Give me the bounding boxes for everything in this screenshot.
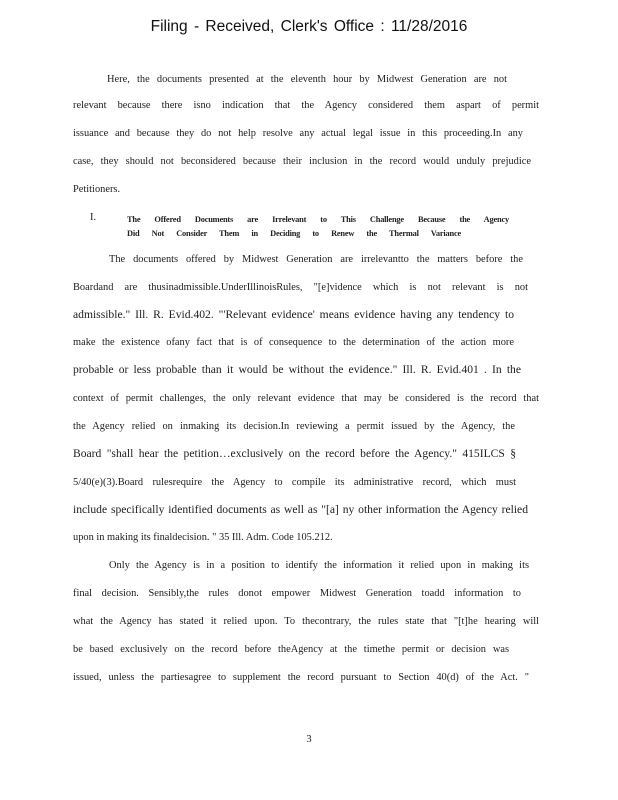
paragraph-1-line-5: Petitioners. (73, 184, 121, 195)
heading-line-2: Did Not Consider Them in Deciding to Renew the Thermal Variance (127, 229, 461, 238)
page-number: 3 (306, 734, 312, 745)
paragraph-3-line-5: issued, unless the partiesagree to supplement the record pursuant to Section 40(d) of the Act. " (73, 672, 529, 683)
paragraph-3-line-1: Only the Agency is in a position to identify the information it relied upon in making its (109, 560, 529, 571)
paragraph-2-line-3: admissible." Ill. R. Evid.402. "'Relevant evidence' means evidence having any tendency to (73, 308, 514, 321)
filing-header: Filing - Received, Clerk's Office : 11/28/2016 (150, 18, 468, 35)
paragraph-2-line-9: 5/40(e)(3).Board rulesrequire the Agency to compile its administrative record, which must (73, 477, 516, 488)
heading-line-1: The Offered Documents are Irrelevant to This Challenge Because the Agency (127, 215, 509, 224)
paragraph-3-line-3: what the Agency has stated it relied upon. To thecontrary, the rules state that "[t]he hearing will (73, 616, 539, 627)
paragraph-1-line-3: issuance and because they do not help resolve any actual legal issue in this proceeding.In any (73, 128, 523, 139)
paragraph-1-line-4: case, they should not beconsidered because their inclusion in the record would unduly prejudice (73, 156, 531, 167)
paragraph-2-line-5: probable or less probable than it would be without the evidence." Ill. R. Evid.401 . In the (73, 363, 521, 376)
paragraph-2-line-10: include specifically identified documents as well as "[a] ny other information the Agency relied (73, 503, 528, 516)
paragraph-2-line-1: The documents offered by Midwest Generation are irrelevantto the matters before the (109, 254, 523, 265)
paragraph-3-line-4: be based exclusively on the record before theAgency at the timethe permit or decision was (73, 644, 509, 655)
paragraph-2-line-2: Boardand are thusinadmissible.UnderIllinoisRules, "[e]vidence which is not relevant is not (73, 282, 528, 293)
paragraph-2-line-8: Board "shall hear the petition…exclusively on the record before the Agency." 415ILCS § (73, 447, 516, 460)
paragraph-2-line-4: make the existence ofany fact that is of consequence to the determination of the action more (73, 337, 514, 348)
paragraph-2-line-7: the Agency relied on inmaking its decision.In reviewing a permit issued by the Agency, the (73, 421, 515, 432)
paragraph-2-line-6: context of permit challenges, the only relevant evidence that may be considered is the record that (73, 393, 539, 404)
paragraph-2-line-11: upon in making its finaldecision. " 35 Ill. Adm. Code 105.212. (73, 532, 333, 543)
heading-number: I. (90, 212, 97, 223)
paragraph-3-line-2: final decision. Sensibly,the rules donot empower Midwest Generation toadd information to (73, 588, 521, 599)
paragraph-1-line-2: relevant because there isno indication that the Agency considered them aspart of permit (73, 100, 539, 111)
paragraph-1-line-1: Here, the documents presented at the eleventh hour by Midwest Generation are not (107, 74, 507, 85)
